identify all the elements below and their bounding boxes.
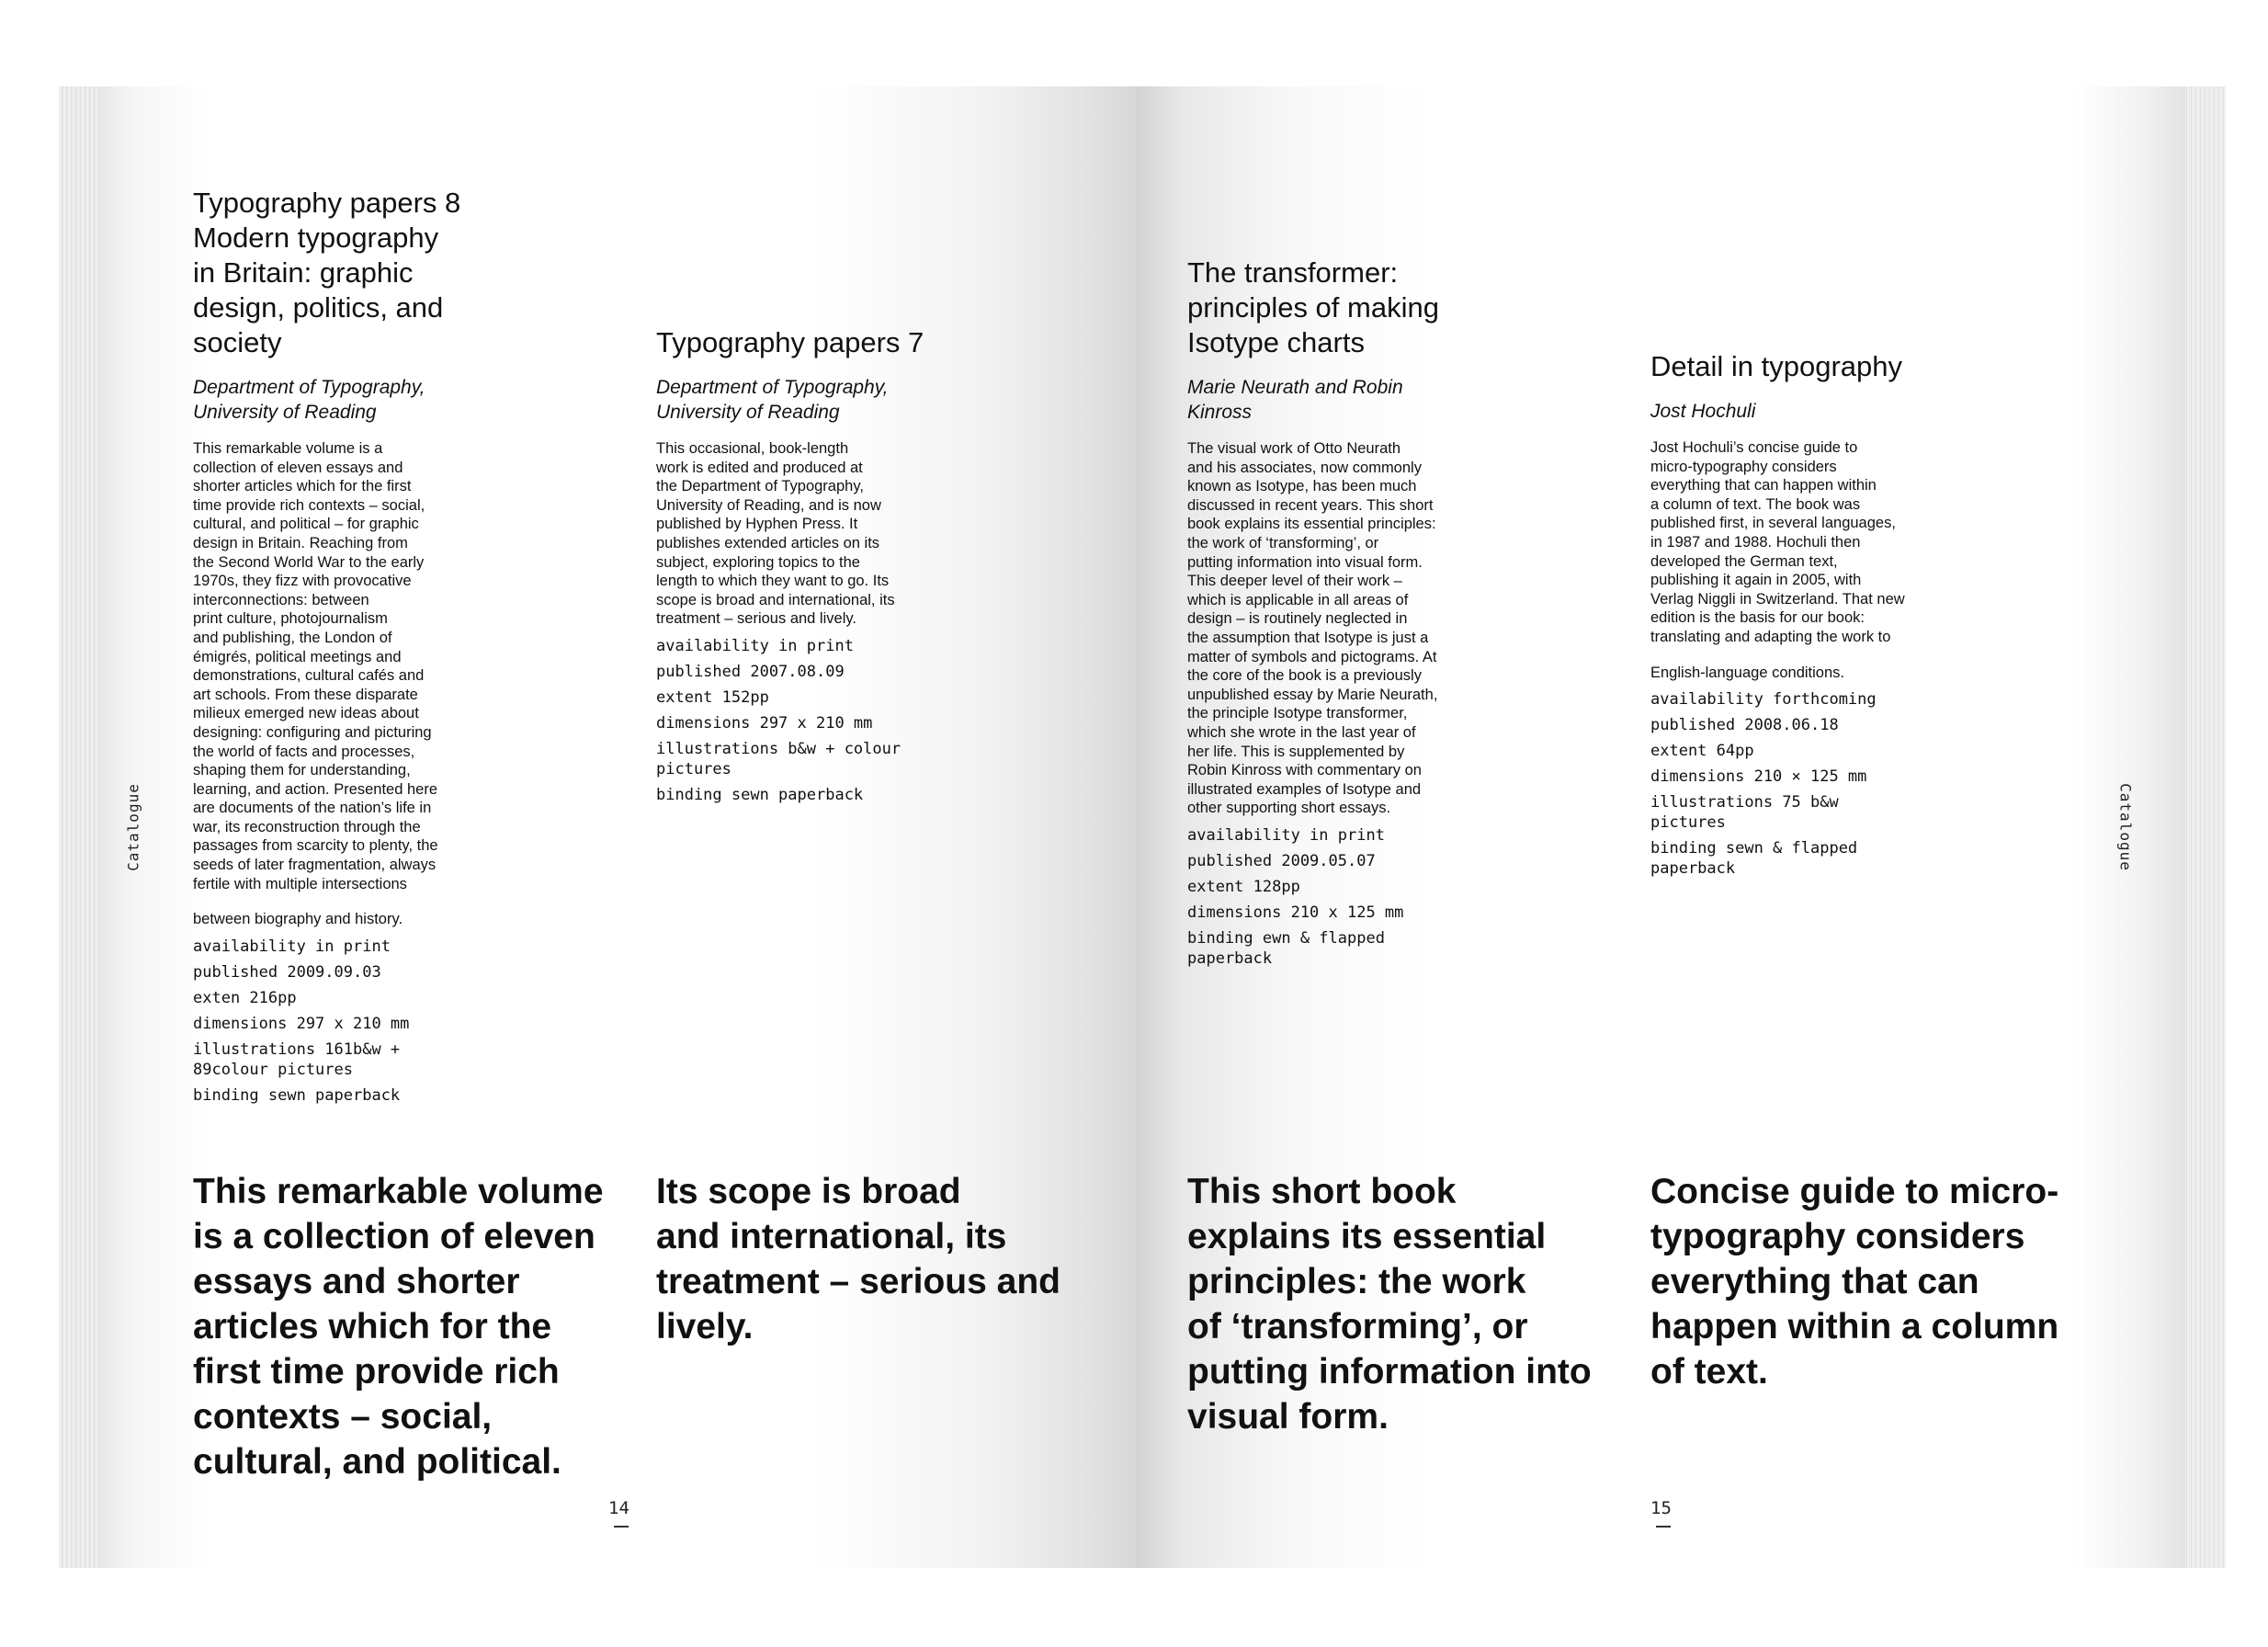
entry-description-line: published by Hyphen Press. It bbox=[656, 516, 858, 533]
entry-author bbox=[656, 375, 959, 425]
entry-description-line: the assumption that Isotype is just a bbox=[1187, 629, 1429, 646]
entry-description-line: fertile with multiple intersections bbox=[193, 875, 407, 892]
spec-line: binding sewn & flapped paperback bbox=[1650, 839, 1858, 879]
entry-description-line: and his associates, now commonly bbox=[1187, 459, 1422, 476]
entry-description-line: illustrated examples of Isotype and bbox=[1187, 780, 1422, 798]
spec-line: availability forthcoming bbox=[1650, 690, 1877, 710]
entry-description-line: milieux emerged new ideas about bbox=[193, 705, 419, 722]
entry-title bbox=[193, 186, 496, 360]
entry-description-line: and publishing, the London of bbox=[193, 629, 392, 646]
entry-description-line: University of Reading, and is now bbox=[656, 496, 881, 514]
pull-quote-line: This short book bbox=[1187, 1172, 1457, 1211]
entry-description-line: demonstrations, cultural cafés and bbox=[193, 667, 425, 685]
entry-description-line: shaping them for understanding, bbox=[193, 762, 411, 779]
pull-quote-2 bbox=[656, 1169, 1097, 1349]
pull-quote-line: first time provide rich bbox=[193, 1352, 560, 1391]
entry-description-line: This deeper level of their work – bbox=[1187, 573, 1402, 590]
catalogue-entry-the-transformer bbox=[1187, 256, 1491, 974]
entry-description-line: design – is routinely neglected in bbox=[1187, 610, 1408, 628]
entry-description-line: published first, in several languages, bbox=[1650, 515, 1896, 532]
entry-description-line: unpublished essay by Marie Neurath, bbox=[1187, 686, 1438, 703]
catalogue-entry-typography-papers-7 bbox=[656, 325, 959, 811]
entry-description-line: a column of text. The book was bbox=[1650, 495, 1861, 513]
spec-line: illustrations 75 b&w pictures bbox=[1650, 793, 1839, 833]
entry-description-line: in 1987 and 1988. Hochuli then bbox=[1650, 533, 1861, 551]
pull-quote-line: everything that can bbox=[1650, 1262, 1979, 1301]
entry-description-line: matter of symbols and pictograms. At bbox=[1187, 648, 1437, 665]
entry-description-line: publishes extended articles on its bbox=[656, 534, 880, 551]
entry-title-line: principles of making bbox=[1187, 291, 1439, 324]
entry-description-line: Jost Hochuli’s concise guide to bbox=[1650, 439, 1858, 456]
pull-quote-line: treatment – serious and bbox=[656, 1262, 1060, 1301]
entry-description-line: scope is broad and international, its bbox=[656, 591, 895, 608]
entry-description-line: translating and adapting the work to bbox=[1650, 628, 1891, 645]
entry-description-line: the core of the book is a previously bbox=[1187, 667, 1422, 685]
entry-title-line: Detail in typography bbox=[1650, 350, 1902, 382]
entry-description-line: time provide rich contexts – social, bbox=[193, 496, 425, 514]
entry-specifications bbox=[193, 937, 496, 1106]
entry-description-line: micro-typography considers bbox=[1650, 458, 1837, 475]
entry-description bbox=[1187, 439, 1491, 818]
entry-description-line: passages from scarcity to plenty, the bbox=[193, 837, 438, 855]
entry-title bbox=[1650, 349, 1954, 384]
entry-description-line: treatment – serious and lively. bbox=[656, 610, 856, 628]
pull-quote-line: This remarkable volume bbox=[193, 1172, 604, 1211]
entry-description-line: are documents of the nation’s life in bbox=[193, 800, 432, 817]
entry-description-line: designing: configuring and picturing bbox=[193, 723, 432, 741]
entry-description-line: 1970s, they fizz with provocative bbox=[193, 573, 412, 590]
entry-description-line: everything that can happen within bbox=[1650, 477, 1877, 494]
pull-quote-1 bbox=[193, 1169, 634, 1484]
entry-description-line: other supporting short essays. bbox=[1187, 800, 1391, 817]
side-label-left: Catalogue bbox=[124, 783, 142, 871]
entry-description-line: her life. This is supplemented by bbox=[1187, 743, 1405, 760]
entry-title-line: in Britain: graphic bbox=[193, 256, 414, 289]
catalogue-entry-typography-papers-8 bbox=[193, 186, 496, 1111]
pull-quote-4 bbox=[1650, 1169, 2101, 1394]
pull-quote-line: contexts – social, bbox=[193, 1397, 493, 1437]
entry-description-line: collection of eleven essays and bbox=[193, 459, 403, 476]
entry-title-line: design, politics, and bbox=[193, 291, 444, 324]
spec-line: binding sewn paperback bbox=[656, 785, 864, 804]
spec-line: extent 152pp bbox=[656, 687, 769, 707]
pull-quote-line: lively. bbox=[656, 1307, 754, 1346]
entry-description-line: the principle Isotype transformer, bbox=[1187, 705, 1408, 722]
entry-specifications bbox=[1650, 689, 1954, 879]
entry-description-line: known as Isotype, has been much bbox=[1187, 478, 1417, 495]
entry-author bbox=[1187, 375, 1491, 425]
side-label-right: Catalogue bbox=[2116, 783, 2135, 871]
entry-description-line: seeds of later fragmentation, always bbox=[193, 857, 437, 874]
pull-quote-line: putting information into bbox=[1187, 1352, 1592, 1391]
spec-line: published 2007.08.09 bbox=[656, 662, 845, 681]
entry-description-line: Verlag Niggli in Switzerland. That new bbox=[1650, 590, 1905, 608]
entry-description-line: the work of ‘transforming’, or bbox=[1187, 534, 1379, 551]
spec-line: dimensions 210 × 125 mm bbox=[1650, 767, 1867, 787]
entry-description-line: book explains its essential principles: bbox=[1187, 516, 1436, 533]
entry-description-line: cultural, and political – for graphic bbox=[193, 516, 419, 533]
entry-title-line: The transformer: bbox=[1187, 256, 1399, 289]
pull-quote-line: principles: the work bbox=[1187, 1262, 1526, 1301]
spec-line: dimensions 210 x 125 mm bbox=[1187, 903, 1404, 922]
pull-quote-line: and international, its bbox=[656, 1217, 1007, 1256]
entry-description-line: This remarkable volume is a bbox=[193, 440, 383, 457]
spec-line: published 2008.06.18 bbox=[1650, 716, 1839, 735]
page-number-right-rule bbox=[1656, 1526, 1671, 1528]
entry-title bbox=[656, 325, 959, 360]
entry-description-tail: English-language conditions. bbox=[1650, 664, 1844, 681]
entry-description-line: interconnections: between bbox=[193, 591, 369, 608]
entry-description-line: The visual work of Otto Neurath bbox=[1187, 440, 1401, 457]
entry-description-line: design in Britain. Reaching from bbox=[193, 534, 408, 551]
entry-description-line: This occasional, book-length bbox=[656, 440, 849, 457]
pull-quote-line: visual form. bbox=[1187, 1397, 1389, 1437]
entry-description-line: Robin Kinross with commentary on bbox=[1187, 762, 1422, 779]
entry-description-line: discussed in recent years. This short bbox=[1187, 496, 1434, 514]
spec-line: dimensions 297 x 210 mm bbox=[656, 713, 873, 733]
entry-description-line: developed the German text, bbox=[1650, 552, 1838, 570]
page-number-left-rule bbox=[614, 1526, 629, 1528]
entry-description bbox=[1650, 438, 1954, 682]
pull-quote-line: typography considers bbox=[1650, 1217, 2025, 1256]
spec-line: binding sewn paperback bbox=[193, 1085, 401, 1105]
entry-description-line: length to which they want to go. Its bbox=[656, 573, 890, 590]
entry-description bbox=[656, 439, 959, 629]
entry-description-line: publishing it again in 2005, with bbox=[1650, 572, 1862, 589]
spec-line: availability in print bbox=[1187, 825, 1385, 845]
spec-line: illustrations b&w + colour pictures bbox=[656, 739, 902, 778]
entry-author-line: University of Reading bbox=[193, 402, 377, 423]
spec-line: dimensions 297 x 210 mm bbox=[193, 1014, 410, 1033]
entry-description-line: putting information into visual form. bbox=[1187, 553, 1423, 571]
entry-author-line: Department of Typography, bbox=[656, 377, 889, 398]
entry-description-line: edition is the basis for our book: bbox=[1650, 609, 1865, 627]
entry-description-line: learning, and action. Presented here bbox=[193, 780, 438, 798]
entry-specifications bbox=[1187, 825, 1491, 969]
entry-description-line: work is edited and produced at bbox=[656, 459, 863, 476]
entry-description-line: the Department of Typography, bbox=[656, 478, 864, 495]
entry-author-line: Kinross bbox=[1187, 402, 1253, 423]
page-stack-left-edge bbox=[59, 86, 97, 1568]
entry-description-line: which she wrote in the last year of bbox=[1187, 723, 1416, 741]
entry-description-line: art schools. From these disparate bbox=[193, 686, 418, 703]
spec-line: availability in print bbox=[193, 937, 391, 956]
entry-description bbox=[193, 439, 496, 929]
spec-line: extent 64pp bbox=[1650, 742, 1754, 761]
entry-title-line: society bbox=[193, 326, 282, 358]
spec-line: availability in print bbox=[656, 636, 854, 655]
pull-quote-line: explains its essential bbox=[1187, 1217, 1547, 1256]
entry-description-line: the world of facts and processes, bbox=[193, 743, 415, 760]
entry-title bbox=[1187, 256, 1491, 360]
pull-quote-line: of ‘transforming’, or bbox=[1187, 1307, 1528, 1346]
spec-line: extent 128pp bbox=[1187, 877, 1300, 896]
catalogue-entry-detail-in-typography bbox=[1650, 349, 1954, 884]
entry-description-tail: between biography and history. bbox=[193, 911, 403, 928]
page-number-right: 15 bbox=[1650, 1498, 1672, 1518]
entry-description-line: émigrés, political meetings and bbox=[193, 648, 402, 665]
entry-author bbox=[193, 375, 496, 425]
pull-quote-line: happen within a column bbox=[1650, 1307, 2059, 1346]
entry-description-line: which is applicable in all areas of bbox=[1187, 591, 1409, 608]
pull-quote-3 bbox=[1187, 1169, 1638, 1439]
spec-line: published 2009.09.03 bbox=[193, 962, 381, 982]
spec-line: published 2009.05.07 bbox=[1187, 851, 1376, 870]
entry-description-line: print culture, photojournalism bbox=[193, 610, 388, 628]
pull-quote-line: of text. bbox=[1650, 1352, 1768, 1391]
entry-title-line: Typography papers 7 bbox=[656, 326, 924, 358]
entry-description-line: the Second World War to the early bbox=[193, 553, 425, 571]
pull-quote-line: articles which for the bbox=[193, 1307, 552, 1346]
entry-description-line: shorter articles which for the first bbox=[193, 478, 412, 495]
entry-author bbox=[1650, 399, 1954, 424]
spec-line: illustrations 161b&w + 89colour pictures bbox=[193, 1039, 401, 1079]
spec-line: binding ewn & flapped paperback bbox=[1187, 928, 1385, 968]
pull-quote-line: Its scope is broad bbox=[656, 1172, 961, 1211]
entry-author-line: University of Reading bbox=[656, 402, 840, 423]
pull-quote-line: is a collection of eleven bbox=[193, 1217, 595, 1256]
pull-quote-line: essays and shorter bbox=[193, 1262, 520, 1301]
entry-title-line: Modern typography bbox=[193, 221, 439, 254]
page-number-left: 14 bbox=[608, 1498, 629, 1518]
entry-author-line: Jost Hochuli bbox=[1650, 401, 1756, 422]
page-stack-right-edge bbox=[2185, 86, 2226, 1568]
pull-quote-line: cultural, and political. bbox=[193, 1442, 561, 1482]
spec-line: exten 216pp bbox=[193, 988, 297, 1007]
pull-quote-line: Concise guide to micro- bbox=[1650, 1172, 2059, 1211]
entry-title-line: Isotype charts bbox=[1187, 326, 1365, 358]
entry-title-line: Typography papers 8 bbox=[193, 187, 461, 219]
entry-description-line: subject, exploring topics to the bbox=[656, 553, 860, 571]
entry-description-line: war, its reconstruction through the bbox=[193, 818, 421, 835]
entry-author-line: Department of Typography, bbox=[193, 377, 425, 398]
entry-specifications bbox=[656, 636, 959, 805]
entry-author-line: Marie Neurath and Robin bbox=[1187, 377, 1403, 398]
